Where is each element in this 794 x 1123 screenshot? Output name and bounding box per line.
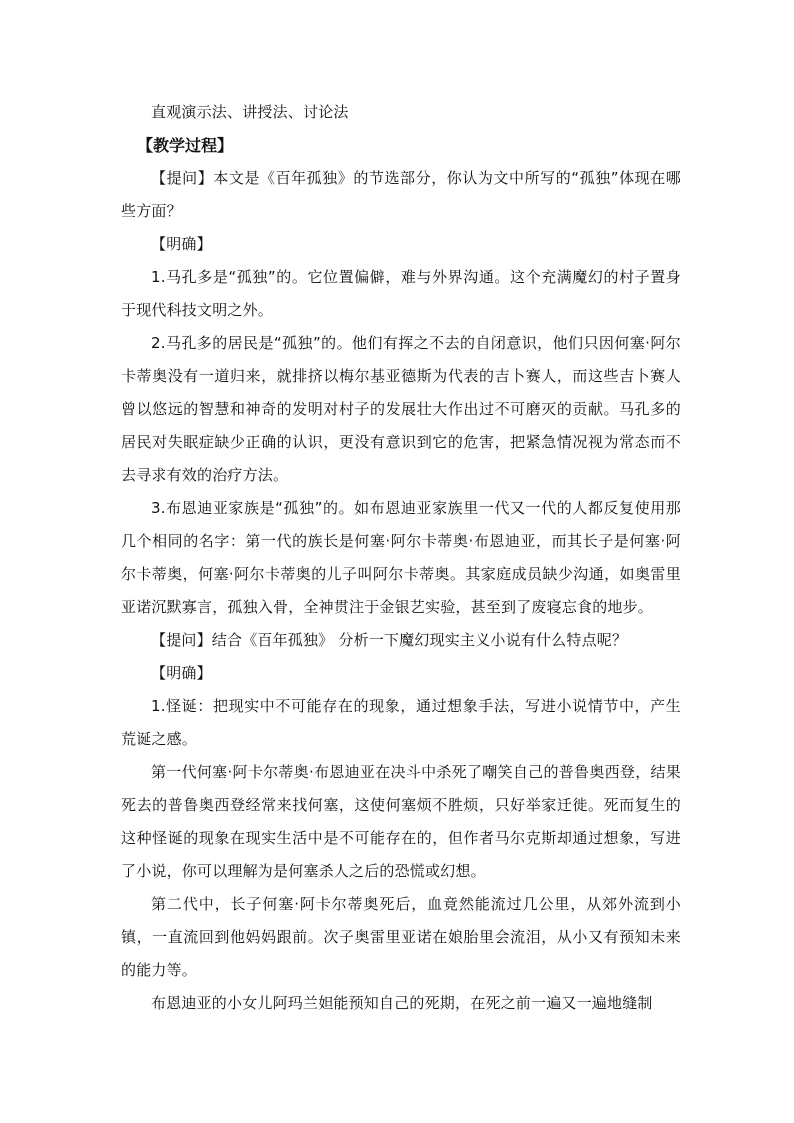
answer-point-1: 1.马孔多是“孤独”的。它位置偏僻，难与外界沟通。这个充满魔幻的村子置身于现代科技文明之外。 <box>121 268 681 319</box>
answer-point-3: 3.布恩迪亚家族是“孤独”的。如布恩迪亚家族里一代又一代的人都反复使用那几个相同的名字：第一代的族长是何塞·阿尔卡蒂奥·布恩迪亚，而其长子是何塞·阿尔卡蒂奥，何塞·阿尔卡蒂奥的儿子叫阿尔卡蒂奥。其家庭成员缺少沟通，如奥雷里亚诺沉默寡言，孤独入骨，全神贯注于金银艺实验，甚至到了废寝忘食的地步。 <box>121 499 681 616</box>
answer-point-2: 2.马孔多的居民是“孤独”的。他们有挥之不去的自闭意识，他们只因何塞·阿尔卡蒂奥没有一道归来，就排挤以梅尔基亚德斯为代表的吉卜赛人，而这些吉卜赛人曾以悠远的智慧和神奇的发明对村子的发展壮大作出过不可磨灭的贡献。马孔多的居民对失眠症缺少正确的认识，更没有意识到它的危害，把紧急情况视为常态而不去寻求有效的治疗方法。 <box>121 334 681 484</box>
feature-point-1: 1.怪诞：把现实中不可能存在的现象，通过想象手法，写进小说情节中，产生荒诞之感。 <box>121 697 681 748</box>
example-paragraph-1: 第一代何塞·阿卡尔蒂奥·布恩迪亚在决斗中杀死了嘲笑自己的普鲁奥西登，结果死去的普鲁奥西登经常来找何塞，这使何塞烦不胜烦，只好举家迁徙。死而复生的这种怪诞的现象在现实生活中是不可能存在的，但作者马尔克斯却通过想象，写进了小说，你可以理解为是何塞杀人之后的恐慌或幻想。 <box>121 763 681 880</box>
example-paragraph-2: 第二代中，长子何塞·阿卡尔蒂奥死后，血竟然能流过几公里，从郊外流到小镇，一直流回到他妈妈跟前。次子奥雷里亚诺在娘胎里会流泪，从小又有预知未来的能力等。 <box>121 895 681 979</box>
answer-label-1: 【明确】 <box>151 235 212 253</box>
answer-label-2: 【明确】 <box>151 664 212 682</box>
question-paragraph-1: 【提问】本文是《百年孤独》的节选部分，你认为文中所写的“孤独”体现在哪些方面？ <box>121 169 681 220</box>
teaching-methods: 直观演示法、讲授法、讨论法 <box>151 103 349 121</box>
document-body <box>121 96 681 1020</box>
section-title-teaching-process: 【教学过程】 <box>137 136 234 155</box>
question-paragraph-2: 【提问】结合《百年孤独》 分析一下魔幻现实主义小说有什么特点呢？ <box>151 631 628 649</box>
example-paragraph-3: 布恩迪亚的小女儿阿玛兰妲能预知自己的死期，在死之前一遍又一遍地缝制 <box>151 994 653 1012</box>
